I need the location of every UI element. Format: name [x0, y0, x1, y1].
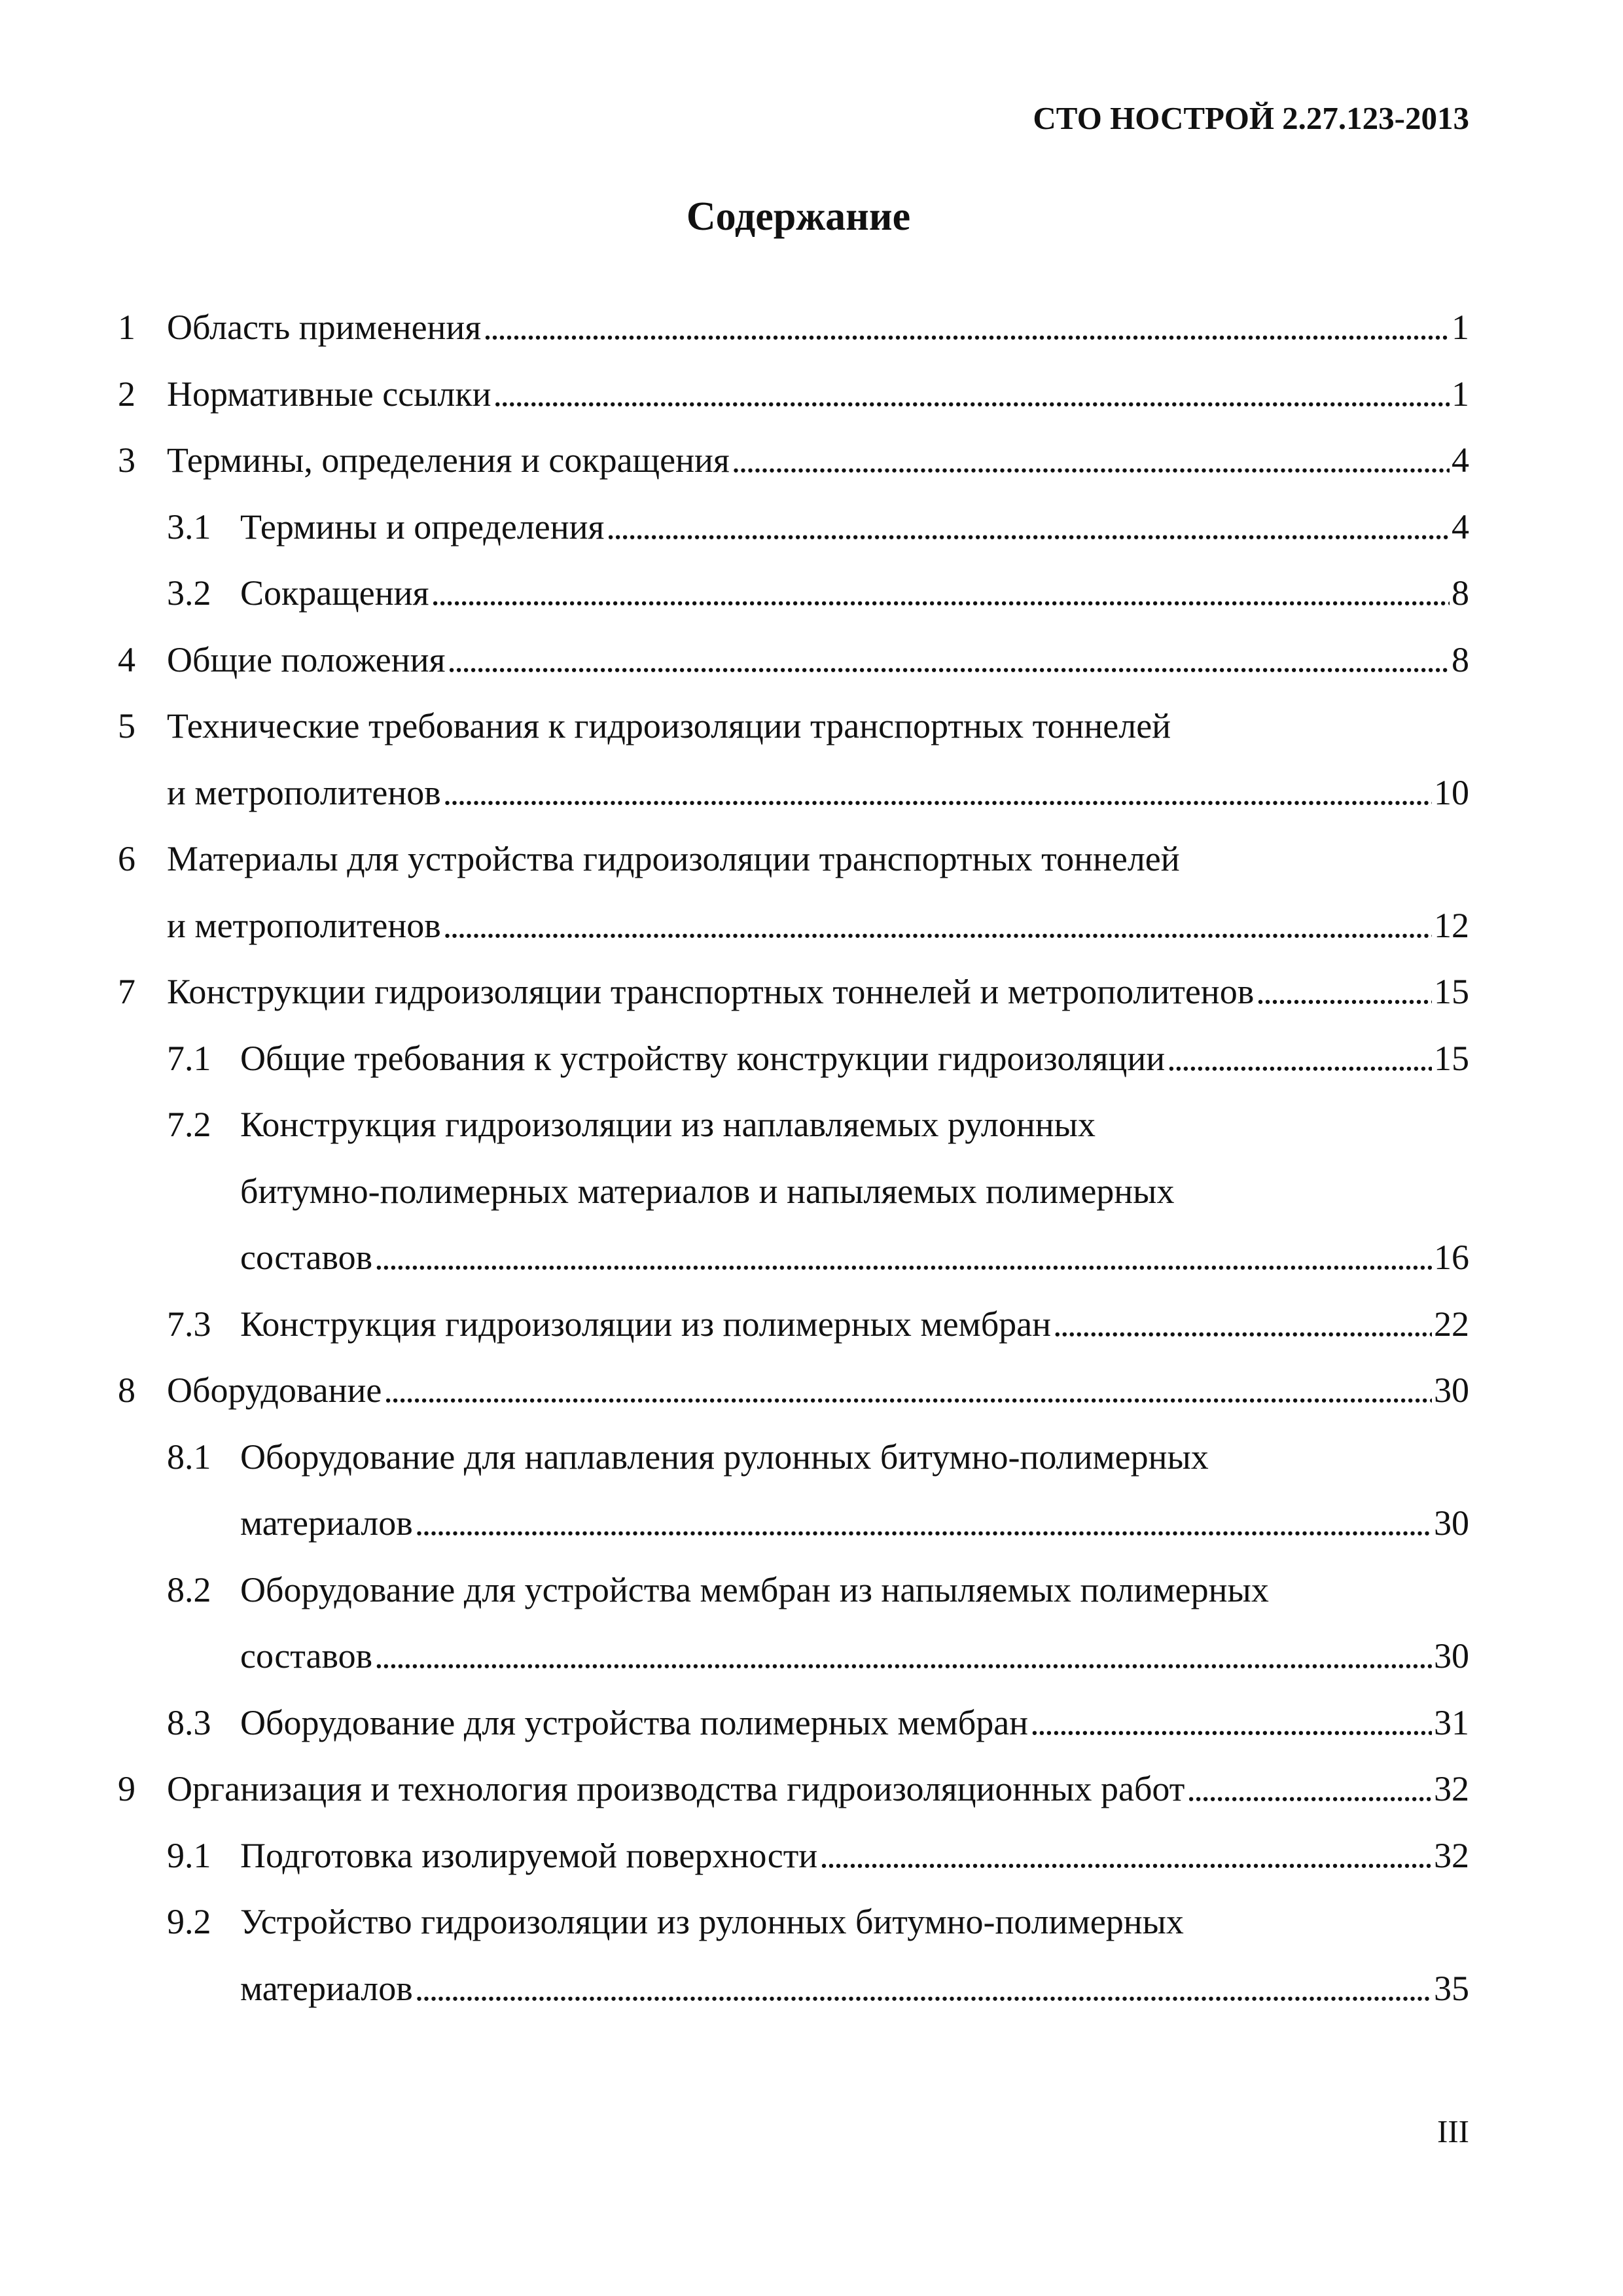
toc-row: [0, 826, 1623, 893]
toc-entry-number: 6: [118, 839, 135, 878]
toc-entry-page-number: 32: [1434, 1769, 1469, 1808]
toc-entry-number: 9.2: [167, 1902, 211, 1941]
toc-entry-title: Организация и технология производства гидроизоляционных работ: [167, 1769, 1185, 1808]
toc-entry-title: Оборудование для наплавления рулонных битумно-полимерных: [240, 1437, 1209, 1477]
dot-leader: [447, 627, 1450, 694]
toc-entry-page-number: 12: [1434, 905, 1469, 945]
toc-entry-title: Оборудование для устройства полимерных мембран: [240, 1702, 1029, 1742]
toc-entry-line[interactable]: [240, 1956, 1469, 2022]
toc-row: [0, 760, 1623, 827]
toc-row: [0, 1424, 1623, 1491]
toc-row: [0, 959, 1623, 1026]
toc-entry-number: 8: [118, 1371, 135, 1410]
toc-entry-page-number: 32: [1434, 1835, 1469, 1875]
toc-entry-line[interactable]: [240, 1158, 1174, 1225]
toc-entry-title: и метрополитенов: [167, 905, 441, 945]
toc-entry-line[interactable]: [167, 361, 1469, 428]
dot-leader: [374, 1623, 1432, 1690]
toc-entry-line[interactable]: [240, 1092, 1096, 1158]
toc-entry-page-number: 8: [1452, 573, 1469, 613]
toc-entry-number: 3.1: [167, 507, 211, 547]
toc-entry-line[interactable]: [167, 1357, 1469, 1424]
toc-entry-number: 9.1: [167, 1835, 211, 1875]
toc-entry-line[interactable]: [240, 1823, 1469, 1890]
toc-row: [0, 1756, 1623, 1823]
toc-entry-number: 7: [118, 972, 135, 1011]
toc-entry-title: битумно-полимерных материалов и напыляемых полимерных: [240, 1171, 1175, 1211]
toc-entry-title: Технические требования к гидроизоляции транспортных тоннелей: [167, 706, 1171, 745]
dot-leader: [443, 760, 1432, 827]
toc-row: [0, 560, 1623, 627]
toc-row: [0, 361, 1623, 428]
toc-row: [0, 1690, 1623, 1757]
toc-entry-line[interactable]: [167, 1756, 1469, 1823]
toc-entry-title: Оборудование для устройства мембран из напыляемых полимерных: [240, 1570, 1269, 1609]
toc-entry-line[interactable]: [240, 1889, 1184, 1956]
toc-entry-page-number: 22: [1434, 1304, 1469, 1344]
toc-entry-page-number: 15: [1434, 972, 1469, 1011]
toc-row: [0, 1889, 1623, 1956]
toc-entry-number: 7.3: [167, 1304, 211, 1344]
toc-entry-title: составов: [240, 1636, 373, 1676]
toc-entry-number: 7.1: [167, 1038, 211, 1078]
toc-entry-title: составов: [240, 1238, 373, 1277]
toc-entry-title: Общие положения: [167, 639, 446, 679]
dot-leader: [493, 361, 1450, 428]
dot-leader: [415, 1956, 1432, 2022]
toc-entry-line[interactable]: [167, 427, 1469, 494]
toc-entry-line[interactable]: [167, 627, 1469, 694]
toc-entry-page-number: 10: [1434, 772, 1469, 812]
toc-entry-title: Термины, определения и сокращения: [167, 440, 730, 480]
toc-entry-title: Область применения: [167, 308, 482, 347]
toc-row: [0, 1026, 1623, 1092]
toc-entry-title: Термины и определения: [240, 507, 605, 547]
dot-leader: [1256, 959, 1432, 1026]
toc-entry-page-number: 30: [1434, 1503, 1469, 1543]
toc-entry-title: материалов: [240, 1503, 413, 1543]
toc-entry-number: 7.2: [167, 1105, 211, 1144]
toc-entry-line[interactable]: [240, 1291, 1469, 1358]
toc-entry-page-number: 1: [1452, 308, 1469, 347]
document-code: СТО НОСТРОЙ 2.27.123-2013: [1033, 100, 1469, 136]
toc-entry-number: 3.2: [167, 573, 211, 613]
toc-row: [0, 1956, 1623, 2022]
toc-entry-number: 8.1: [167, 1437, 211, 1477]
toc-entry-line[interactable]: [167, 295, 1469, 361]
toc-row: [0, 693, 1623, 760]
toc-entry-number: 4: [118, 639, 135, 679]
toc-entry-line[interactable]: [167, 693, 1171, 760]
toc-entry-title: Сокращения: [240, 573, 429, 613]
toc-row: [0, 1158, 1623, 1225]
dot-leader: [732, 427, 1450, 494]
toc-entry-line[interactable]: [167, 959, 1469, 1026]
toc-entry-line[interactable]: [240, 1424, 1209, 1491]
toc-entry-title: Материалы для устройства гидроизоляции транспортных тоннелей: [167, 839, 1180, 878]
dot-leader: [374, 1225, 1432, 1291]
table-of-contents: [0, 295, 1623, 2022]
dot-leader: [819, 1823, 1432, 1890]
toc-entry-line[interactable]: [167, 760, 1469, 827]
toc-entry-number: 2: [118, 374, 135, 414]
dot-leader: [1167, 1026, 1432, 1092]
toc-entry-title: материалов: [240, 1968, 413, 2008]
toc-entry-line[interactable]: [240, 494, 1469, 561]
toc-entry-line[interactable]: [240, 560, 1469, 627]
toc-row: [0, 494, 1623, 561]
toc-entry-title: Устройство гидроизоляции из рулонных битумно-полимерных: [240, 1902, 1184, 1941]
dot-leader: [383, 1357, 1432, 1424]
toc-entry-title: Оборудование: [167, 1371, 382, 1410]
toc-row: [0, 295, 1623, 361]
toc-row: [0, 427, 1623, 494]
toc-entry-line[interactable]: [240, 1690, 1469, 1757]
toc-row: [0, 627, 1623, 694]
toc-row: [0, 1291, 1623, 1358]
toc-entry-line[interactable]: [240, 1490, 1469, 1557]
toc-entry-page-number: 30: [1434, 1636, 1469, 1676]
toc-entry-title: Общие требования к устройству конструкции гидроизоляции: [240, 1038, 1166, 1078]
toc-entry-number: 8.2: [167, 1570, 211, 1609]
toc-entry-title: Конструкция гидроизоляции из наплавляемых рулонных: [240, 1105, 1096, 1144]
toc-row: [0, 1357, 1623, 1424]
toc-entry-page-number: 15: [1434, 1038, 1469, 1078]
toc-entry-page-number: 4: [1452, 507, 1469, 547]
toc-row: [0, 1092, 1623, 1158]
dot-leader: [1186, 1756, 1432, 1823]
toc-row: [0, 1225, 1623, 1291]
toc-row: [0, 1557, 1623, 1624]
dot-leader: [443, 893, 1432, 960]
dot-leader: [606, 494, 1450, 561]
toc-entry-number: 8.3: [167, 1702, 211, 1742]
toc-entry-page-number: 31: [1434, 1702, 1469, 1742]
toc-entry-title: Конструкция гидроизоляции из полимерных мембран: [240, 1304, 1052, 1344]
toc-row: [0, 1623, 1623, 1690]
dot-leader: [1030, 1690, 1432, 1757]
toc-entry-line[interactable]: [240, 1557, 1269, 1624]
toc-entry-title: и метрополитенов: [167, 772, 441, 812]
toc-entry-title: Нормативные ссылки: [167, 374, 491, 414]
toc-entry-line[interactable]: [167, 826, 1180, 893]
dot-leader: [1053, 1291, 1432, 1358]
toc-entry-title: Подготовка изолируемой поверхности: [240, 1835, 818, 1875]
toc-row: [0, 893, 1623, 960]
dot-leader: [483, 295, 1450, 361]
toc-entry-number: 1: [118, 308, 135, 347]
toc-entry-number: 5: [118, 706, 135, 745]
toc-entry-page-number: 1: [1452, 374, 1469, 414]
toc-row: [0, 1490, 1623, 1557]
toc-entry-line[interactable]: [240, 1026, 1469, 1092]
toc-entry-line[interactable]: [240, 1623, 1469, 1690]
toc-entry-line[interactable]: [167, 893, 1469, 960]
page-title: Содержание: [686, 194, 911, 239]
toc-entry-number: 9: [118, 1769, 135, 1808]
toc-entry-page-number: 35: [1434, 1968, 1469, 2008]
page-number: III: [1437, 2113, 1469, 2149]
toc-entry-number: 3: [118, 440, 135, 480]
dot-leader: [415, 1490, 1432, 1557]
toc-entry-page-number: 16: [1434, 1238, 1469, 1277]
toc-entry-page-number: 8: [1452, 639, 1469, 679]
toc-entry-title: Конструкции гидроизоляции транспортных тоннелей и метрополитенов: [167, 972, 1255, 1011]
toc-entry-page-number: 4: [1452, 440, 1469, 480]
dot-leader: [431, 560, 1450, 627]
toc-entry-page-number: 30: [1434, 1371, 1469, 1410]
toc-row: [0, 1823, 1623, 1890]
toc-entry-line[interactable]: [240, 1225, 1469, 1291]
